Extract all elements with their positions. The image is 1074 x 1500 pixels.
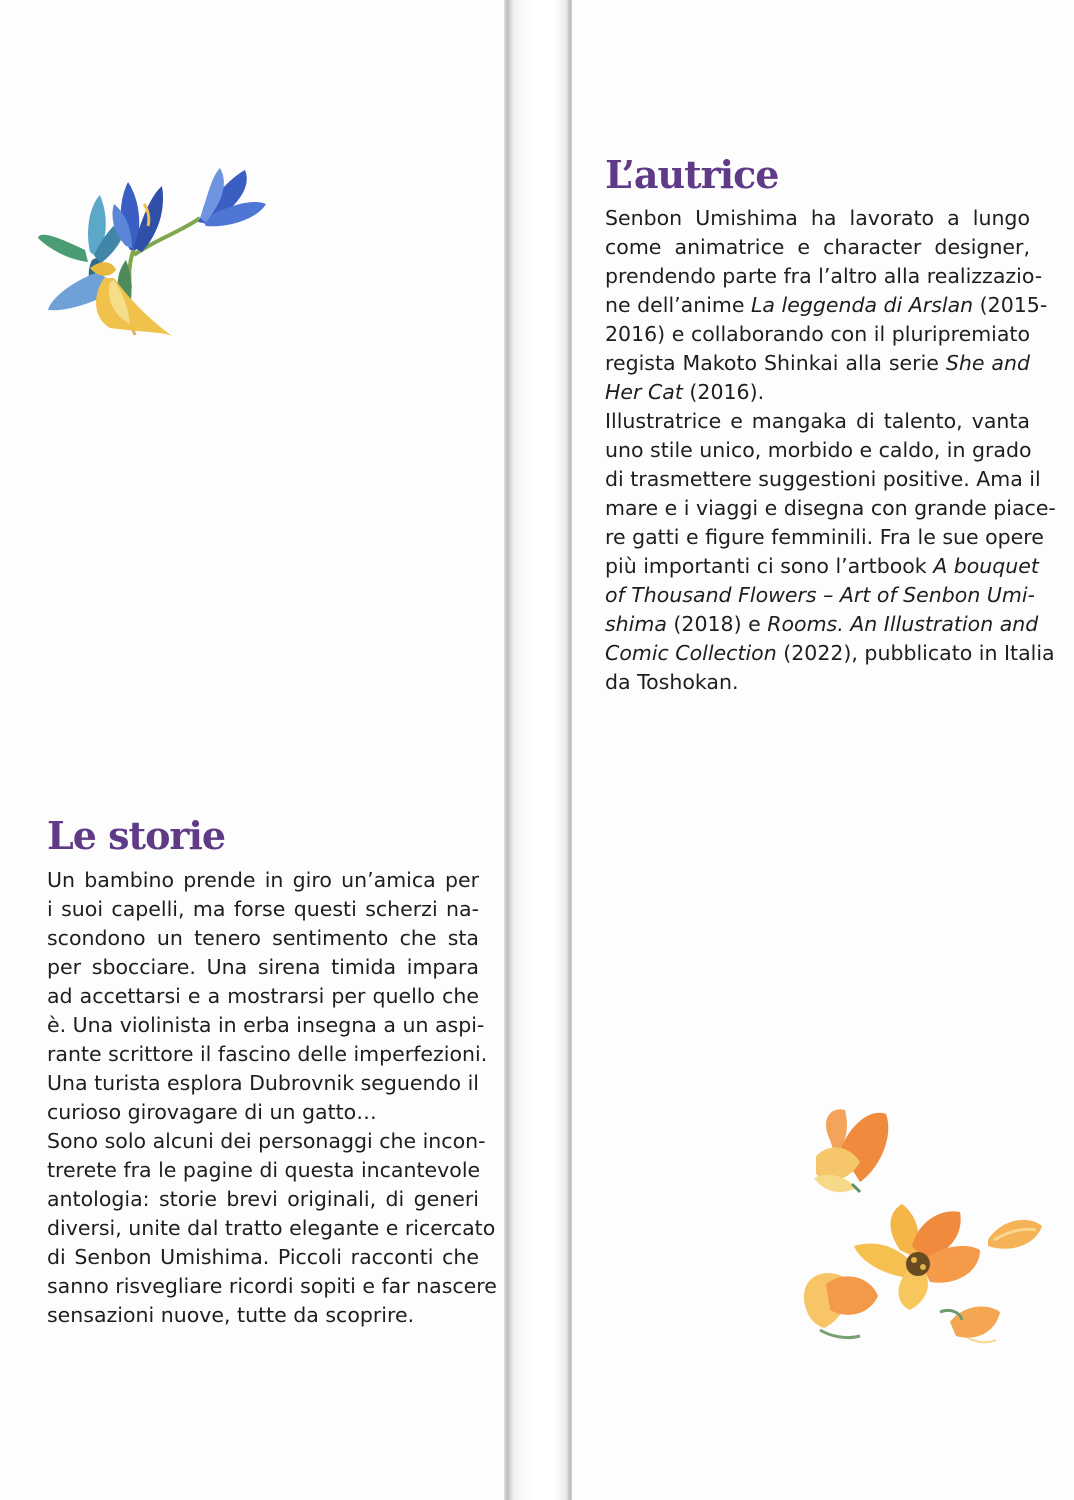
text-run: Sono solo alcuni dei personaggi che incon- — [47, 1129, 486, 1153]
text-run: trerete fra le pagine di questa incantevole — [47, 1158, 481, 1182]
book-gutter — [504, 0, 572, 1500]
body-text-line — [47, 1156, 479, 1185]
body-text-line — [605, 668, 1030, 697]
body-text-line — [47, 1040, 488, 1069]
text-run: 2016) e collaborando con il pluripremiato — [605, 322, 1030, 346]
text-run: Illustratrice e mangaka di talento, vanta — [605, 409, 1030, 433]
italic-title-text: La leggenda di Arslan — [751, 293, 974, 317]
text-run: diversi, unite dal tratto elegante e ricercato — [47, 1216, 496, 1240]
body-text-line — [47, 1127, 486, 1156]
text-run: più importanti ci sono l’artbook — [605, 554, 934, 578]
text-run: sensazioni nuove, tutte da scoprire. — [47, 1303, 415, 1327]
body-text-line — [605, 407, 1030, 436]
body-text-line — [47, 1069, 479, 1098]
orange-tulip-flowers-icon — [790, 1100, 1050, 1350]
italic-title-text: shima — [605, 612, 667, 636]
text-run: mare e i viaggi e disegna con grande piace- — [605, 496, 1056, 520]
body-text-line — [47, 1243, 479, 1272]
text-run: Senbon Umishima ha lavorato a lungo — [605, 206, 1030, 230]
body-text-line — [47, 895, 479, 924]
text-run: ad accettarsi e a mostrarsi per quello che — [47, 984, 479, 1008]
text-run: (2016). — [682, 380, 765, 404]
text-run: regista Makoto Shinkai alla serie — [605, 351, 946, 375]
body-text-line — [47, 1185, 479, 1214]
text-run: per sbocciare. Una sirena timida impara — [47, 955, 479, 979]
text-run: scondono un tenero sentimento che sta — [47, 926, 479, 950]
body-text-line — [605, 436, 1030, 465]
blue-crocus-flowers-icon — [30, 160, 270, 345]
text-run: da Toshokan. — [605, 670, 739, 694]
body-text-line — [47, 924, 479, 953]
autrice-body-text — [605, 204, 1056, 697]
text-run: Un bambino prende in giro un’amica per — [47, 868, 479, 892]
body-text-line — [47, 1011, 485, 1040]
italic-title-text: Rooms. An Illustration and — [767, 612, 1039, 636]
text-run: uno stile unico, morbido e caldo, in grado — [605, 438, 1032, 462]
body-text-line — [605, 465, 1041, 494]
body-text-line — [47, 1272, 497, 1301]
body-text-line — [605, 204, 1030, 233]
body-text-line — [605, 262, 1043, 291]
body-text-line — [605, 320, 1030, 349]
body-text-line — [605, 523, 1044, 552]
text-run: rante scrittore il fascino delle imperfezioni. — [47, 1042, 488, 1066]
body-text-line — [605, 349, 1030, 378]
body-text-line — [605, 610, 1039, 639]
italic-title-text: A bouquet — [933, 554, 1039, 578]
text-run: è. Una violinista in erba insegna a un aspi- — [47, 1013, 485, 1037]
body-text-line — [605, 291, 1048, 320]
body-text-line — [47, 1301, 479, 1330]
section-title-autrice: L’autrice — [605, 152, 779, 197]
text-run: sanno risvegliare ricordi sopiti e far nascere — [47, 1274, 497, 1298]
text-run: prendendo parte fra l’altro alla realizzazio- — [605, 264, 1043, 288]
text-run: Una turista esplora Dubrovnik seguendo il — [47, 1071, 479, 1095]
italic-title-text: of Thousand Flowers – Art of Senbon Umi- — [605, 583, 1035, 607]
right-page — [572, 0, 1074, 1500]
body-text-line — [47, 866, 479, 895]
italic-title-text: Her Cat — [605, 380, 683, 404]
text-run: curioso girovagare di un gatto… — [47, 1100, 377, 1124]
text-run: ne dell’anime — [605, 293, 752, 317]
body-text-line — [47, 953, 479, 982]
text-run: i suoi capelli, ma forse questi scherzi na- — [47, 897, 479, 921]
left-page — [0, 0, 504, 1500]
italic-title-text: Comic Collection — [605, 641, 777, 665]
body-text-line — [47, 1098, 479, 1127]
body-text-line — [47, 982, 479, 1011]
body-text-line — [47, 1214, 496, 1243]
body-text-line — [605, 378, 1030, 407]
text-run: (2018) e — [666, 612, 768, 636]
storie-body-text — [47, 866, 497, 1330]
text-run: (2015- — [973, 293, 1048, 317]
body-text-line — [605, 581, 1035, 610]
italic-title-text: She and — [945, 351, 1030, 375]
text-run: di trasmettere suggestioni positive. Ama il — [605, 467, 1041, 491]
text-run: re gatti e figure femminili. Fra le sue opere — [605, 525, 1044, 549]
text-run: come animatrice e character designer, — [605, 235, 1030, 259]
section-title-le-storie: Le storie — [47, 813, 226, 858]
body-text-line — [605, 552, 1039, 581]
text-run: antologia: storie brevi originali, di generi — [47, 1187, 479, 1211]
text-run: di Senbon Umishima. Piccoli racconti che — [47, 1245, 479, 1269]
body-text-line — [605, 494, 1056, 523]
body-text-line — [605, 639, 1055, 668]
body-text-line — [605, 233, 1030, 262]
text-run: (2022), pubblicato in Italia — [776, 641, 1055, 665]
